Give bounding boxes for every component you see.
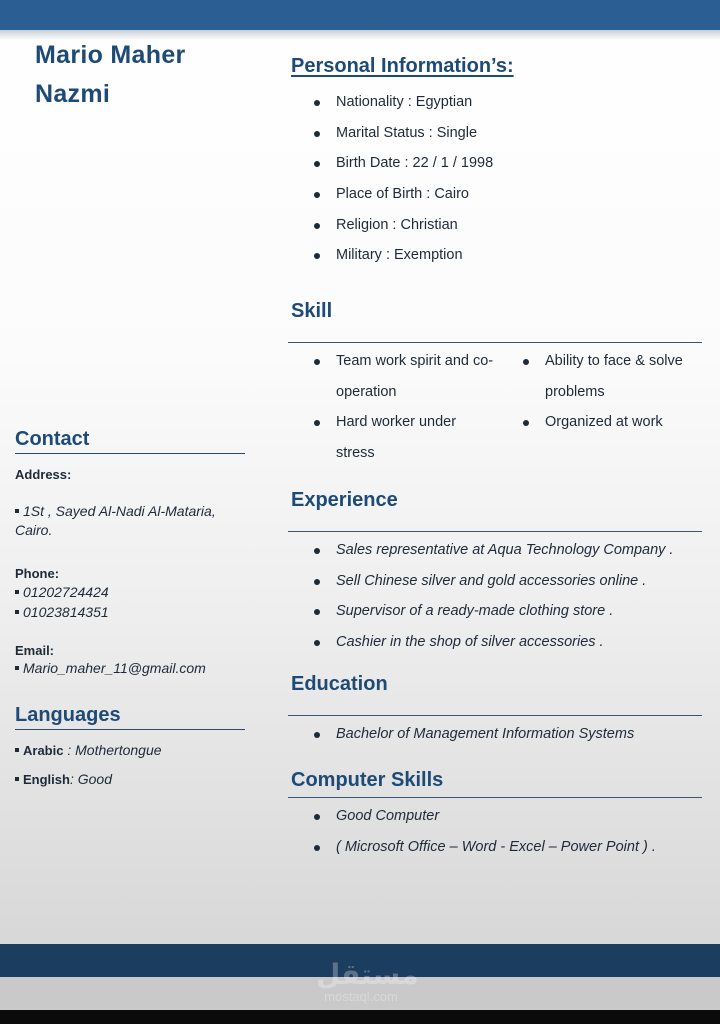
- experience-divider: [288, 531, 702, 532]
- phone-number-1-text: 01202724424: [23, 584, 109, 600]
- name-second-line: Nazmi: [35, 80, 111, 108]
- language-level: : Mothertongue: [63, 742, 162, 758]
- list-item: Military : Exemption: [291, 240, 493, 271]
- contact-heading: Contact: [15, 428, 245, 454]
- list-item: Religion : Christian: [291, 210, 493, 241]
- skill-list-left: [291, 346, 496, 468]
- top-banner: [0, 0, 720, 30]
- list-item: Ability to face & solve problems: [500, 346, 705, 407]
- list-item: Birth Date : 22 / 1 / 1998: [291, 148, 493, 179]
- address-value: [15, 502, 245, 540]
- education-divider: [288, 715, 702, 716]
- watermark-latin: mostaql.com: [324, 989, 398, 1004]
- experience-heading: Experience: [291, 489, 398, 511]
- phone-number-2: [15, 603, 245, 622]
- personal-info-list: [291, 87, 493, 271]
- bullet-square: [15, 666, 19, 670]
- list-item: Sales representative at Aqua Technology Company .: [291, 535, 673, 566]
- footer-edge: [0, 1010, 720, 1024]
- list-item: Cashier in the shop of silver accessories .: [291, 627, 673, 658]
- list-item: Organized at work: [500, 407, 705, 438]
- watermark-logo: [316, 959, 419, 1004]
- phone-number-1: [15, 583, 245, 602]
- list-item: Marital Status : Single: [291, 118, 493, 149]
- education-list: [291, 719, 634, 750]
- language-name: English: [23, 772, 70, 787]
- email-text: Mario_maher_11@gmail.com: [23, 660, 206, 676]
- list-item: Bachelor of Management Information Systems: [291, 719, 634, 750]
- skill-divider: [288, 342, 702, 343]
- personal-info-heading: Personal Information’s:: [291, 55, 514, 77]
- experience-list: [291, 535, 673, 658]
- computer-skills-list: [291, 801, 656, 862]
- list-item: Team work spirit and co-operation: [291, 346, 496, 407]
- list-item: ( Microsoft Office – Word - Excel – Power Point ) .: [291, 832, 656, 863]
- phone-label: Phone:: [15, 566, 60, 581]
- skill-list-right: [500, 346, 705, 438]
- bullet-square: [15, 610, 19, 614]
- address-line-2: Cairo.: [15, 522, 53, 538]
- address-label: Address:: [15, 467, 72, 482]
- computer-skills-heading: Computer Skills: [291, 769, 444, 791]
- list-item: Place of Birth : Cairo: [291, 179, 493, 210]
- bullet-square: [15, 590, 19, 594]
- candidate-name: [35, 36, 186, 114]
- email-value[interactable]: [15, 659, 245, 678]
- list-item: Hard worker under stress: [291, 407, 496, 468]
- skill-heading: Skill: [291, 300, 333, 322]
- language-arabic: [15, 741, 245, 760]
- list-item: Supervisor of a ready-made clothing store .: [291, 596, 673, 627]
- list-item: Nationality : Egyptian: [291, 87, 493, 118]
- computer-skills-divider: [288, 797, 702, 798]
- languages-heading: Languages: [15, 704, 245, 730]
- phone-number-2-text: 01023814351: [23, 604, 109, 620]
- list-item: Sell Chinese silver and gold accessories online .: [291, 566, 673, 597]
- name-first-line: Mario Maher: [35, 41, 186, 69]
- bullet-square: [15, 509, 19, 513]
- email-label: Email:: [15, 643, 55, 658]
- education-heading: Education: [291, 673, 388, 695]
- list-item: Good Computer: [291, 801, 656, 832]
- watermark-arabic: مستقل: [316, 959, 419, 990]
- bullet-square: [15, 748, 19, 752]
- language-name: Arabic: [23, 743, 64, 758]
- language-english: [15, 770, 245, 789]
- address-line-1: 1St , Sayed Al-Nadi Al-Mataria,: [23, 503, 216, 519]
- bullet-square: [15, 777, 19, 781]
- language-level: : Good: [69, 771, 112, 787]
